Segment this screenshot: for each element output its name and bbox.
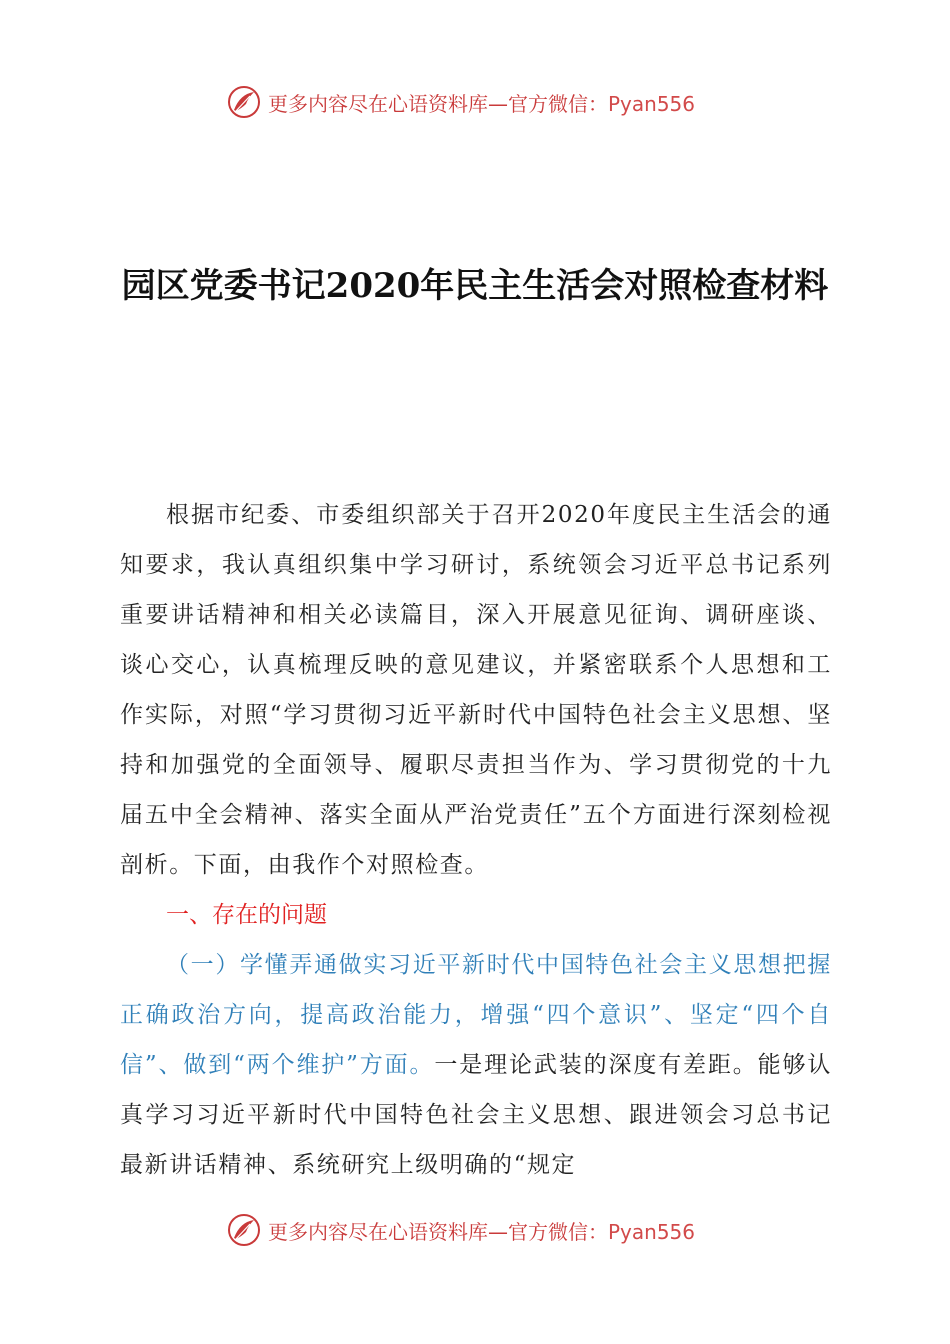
- watermark-text: 更多内容尽在心语资料库—官方微信：Pyan556: [268, 1219, 696, 1244]
- watermark-text: 更多内容尽在心语资料库—官方微信：Pyan556: [268, 91, 696, 116]
- section-heading: 一、存在的问题: [166, 902, 327, 928]
- intro-paragraph: 根据市纪委、市委组织部关于召开2020年度民主生活会的通知要求，我认真组织集中学习研讨，系统领会习近平总书记系列重要讲话精神和相关必读篇目，深入开展意见征询、调研座谈、谈心交心，认真梳理反映的意见建议，并紧密联系个人思想和工作实际，对照“学习贯彻习近平新时代中国特色社会主义思想、坚持和加强党的全面领导、履职尽责担当作为、学习贯彻党的十九届五中全会精神、落实全面从严治党责任”五个方面进行深刻检视剖析。下面，由我作个对照检查。: [120, 502, 832, 878]
- document-body: [120, 490, 832, 1190]
- document-title: 园区党委书记2020年民主生活会对照检查材料: [121, 266, 829, 306]
- subsection-paragraph: [120, 940, 832, 1190]
- watermark-footer: [226, 1210, 695, 1250]
- subsection-heading: （一）学懂弄通做实习近平新时代中国特色社会主义思想把握正确政治方向，提高政治能力，增强“四个意识”、坚定“四个自信”、做到“两个维护”方面。: [120, 952, 832, 1078]
- watermark-header: [226, 82, 695, 122]
- pen-logo-icon: [226, 84, 262, 120]
- watermark-id: Pyan556: [608, 91, 696, 116]
- subsection-text: 一是理论武装的深度有差距。能够认真学习习近平新时代中国特色社会主义思想、跟进领会习总书记最新讲话精神、系统研究上级明确的“规定: [120, 1052, 832, 1178]
- pen-logo-icon: [226, 1212, 262, 1248]
- watermark-id: Pyan556: [608, 1219, 696, 1244]
